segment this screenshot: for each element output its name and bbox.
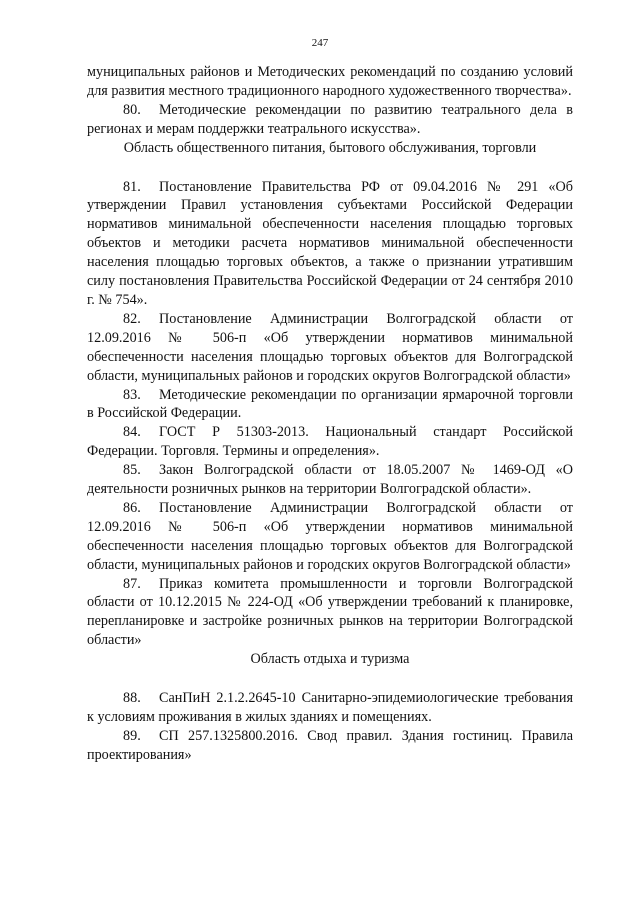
item-text: ГОСТ Р 51303-2013. Национальный стандарт Российской Федерации. Торговля. Термины и определения».	[87, 424, 573, 460]
item-number: 83.	[123, 386, 141, 403]
list-item	[87, 101, 573, 139]
item-number: 84.	[123, 424, 141, 441]
list-item	[87, 727, 573, 765]
item-text: Постановление Администрации Волгоградской области от 12.09.2016 № 506-п «Об утверждении нормативов минимальной обеспеченности населения площадью торговых объектов для Волгоградской области, муниципальных районов и городских округов Волгоградской области»	[87, 499, 573, 573]
item-list-group-1	[87, 101, 573, 139]
item-number: 85.	[123, 462, 141, 479]
section-heading-tourism: Область отдыха и туризма	[250, 651, 410, 668]
item-number: 80.	[123, 101, 141, 118]
item-text: СанПиН 2.1.2.2645-10 Санитарно-эпидемиологические требования к условиям проживания в жилых зданиях и помещениях.	[87, 690, 573, 725]
intro-paragraph: муниципальных районов и Методических рекомендаций по созданию условий для развития местного традиционного народного художественного творчества».	[87, 64, 573, 99]
item-text: Постановление Администрации Волгоградской области от 12.09.2016 № 506-п «Об утверждении нормативов минимальной обеспеченности населения площадью торговых объектов для Волгоградской области, муниципальных районов и городских округов Волгоградской области»	[87, 310, 573, 384]
item-text: СП 257.1325800.2016. Свод правил. Здания гостиниц. Правила проектирования»	[87, 727, 573, 763]
list-item	[87, 386, 573, 424]
item-number: 87.	[123, 575, 141, 592]
list-item	[87, 499, 573, 575]
item-list-group-3	[87, 689, 573, 765]
document-body	[87, 63, 573, 765]
item-text: Постановление Правительства РФ от 09.04.2016 № 291 «Об утверждении Правил установления субъектами Российской Федерации нормативов минимальной обеспеченности населения площадью торговых объектов и методики расчета нормативов минимальной обеспеченности населения площадью торговых объектов, а также о признании утратившим силу постановления Правительства Российской Федерации от 24 сентября 2010 г. № 754».	[87, 178, 573, 308]
item-number: 88.	[123, 690, 141, 707]
list-item	[87, 689, 573, 727]
list-item	[87, 461, 573, 499]
item-text: Методические рекомендации по организации ярмарочной торговли в Российской Федерации.	[87, 386, 573, 422]
item-number: 82.	[123, 310, 141, 327]
list-item	[87, 575, 573, 651]
item-list-group-2	[87, 178, 573, 651]
item-text: Закон Волгоградской области от 18.05.2007 № 1469-ОД «О деятельности розничных рынков на территории Волгоградской области».	[87, 462, 573, 498]
list-item	[87, 178, 573, 310]
page-number: 247	[311, 37, 329, 49]
item-number: 81.	[123, 178, 141, 195]
list-item	[87, 423, 573, 461]
item-number: 89.	[123, 727, 141, 744]
item-number: 86.	[123, 499, 141, 516]
list-item	[87, 310, 573, 386]
item-text: Методические рекомендации по развитию театрального дела в регионах и мерам поддержки театрального искусства».	[87, 101, 573, 137]
item-text: Приказ комитета промышленности и торговли Волгоградской области от 10.12.2015 № 224-ОД «Об утверждении требований к планировке, перепланировке и застройке розничных рынков на территории Волгоградской области»	[87, 575, 573, 649]
section-heading-trade: Область общественного питания, бытового обслуживания, торговли	[123, 139, 537, 156]
